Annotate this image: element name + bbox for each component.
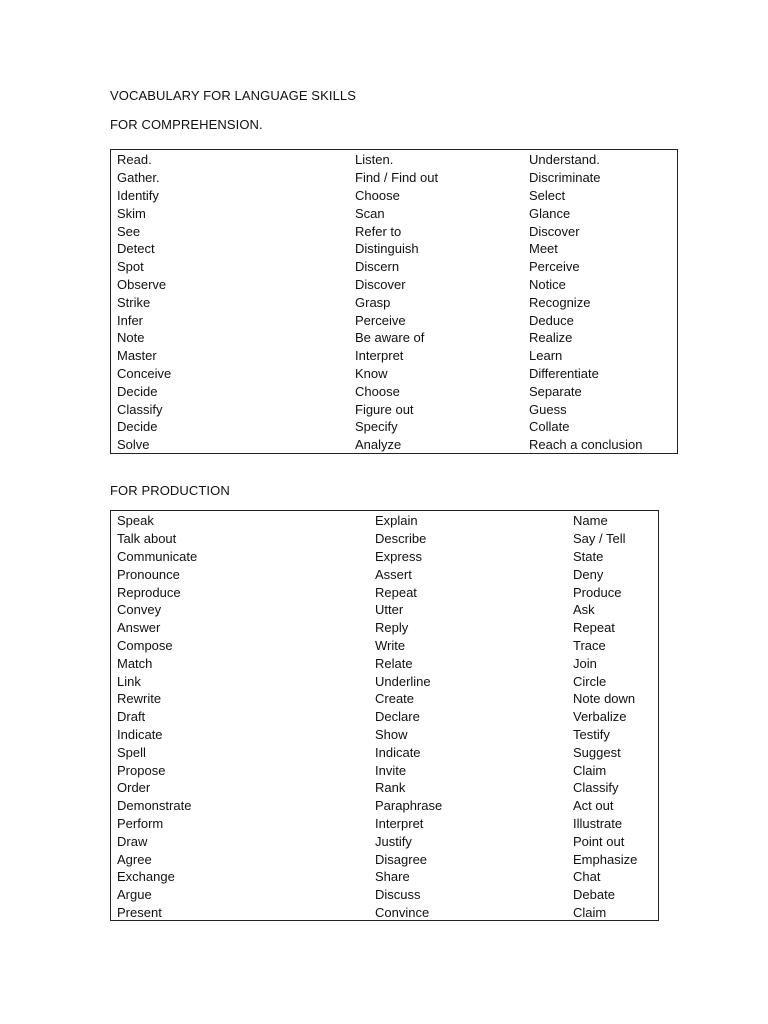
word-cell: Rank bbox=[375, 780, 406, 796]
table-row bbox=[111, 565, 658, 583]
word-cell: Choose bbox=[355, 187, 400, 203]
table-row bbox=[111, 654, 658, 672]
table-row bbox=[111, 583, 658, 601]
word-cell: Testify bbox=[573, 726, 610, 742]
word-cell: Glance bbox=[529, 205, 571, 221]
word-cell: Listen. bbox=[355, 152, 394, 168]
word-cell: Express bbox=[375, 548, 422, 564]
word-cell: Justify bbox=[375, 833, 412, 849]
word-cell: Decide bbox=[117, 383, 158, 399]
word-cell: Name bbox=[573, 513, 608, 529]
word-cell: Know bbox=[355, 365, 388, 381]
word-cell: Note bbox=[117, 330, 145, 346]
word-cell: Discover bbox=[529, 223, 580, 239]
word-cell: Chat bbox=[573, 869, 601, 885]
word-cell: Produce bbox=[573, 584, 622, 600]
word-cell: Spell bbox=[117, 744, 146, 760]
table-row bbox=[111, 708, 658, 726]
table-row bbox=[111, 868, 658, 886]
word-cell: Claim bbox=[573, 762, 607, 778]
word-cell: Scan bbox=[355, 205, 385, 221]
word-cell: Link bbox=[117, 673, 141, 689]
word-cell: Collate bbox=[529, 419, 570, 435]
word-cell: Indicate bbox=[375, 744, 421, 760]
word-cell: Act out bbox=[573, 798, 614, 814]
word-cell: Discover bbox=[355, 276, 406, 292]
table-row bbox=[111, 258, 677, 276]
word-cell: Paraphrase bbox=[375, 798, 443, 814]
table-row bbox=[111, 311, 677, 329]
word-cell: Utter bbox=[375, 602, 404, 618]
table-row bbox=[111, 797, 658, 815]
word-cell: Declare bbox=[375, 709, 420, 725]
table-row bbox=[111, 530, 658, 548]
word-cell: Refer to bbox=[355, 223, 402, 239]
table-row bbox=[111, 743, 658, 761]
table-row bbox=[111, 601, 658, 619]
word-cell: Write bbox=[375, 637, 406, 653]
word-cell: Illustrate bbox=[573, 815, 623, 831]
word-cell: Solve bbox=[117, 437, 150, 453]
word-cell: Realize bbox=[529, 330, 573, 346]
word-cell: Join bbox=[573, 655, 597, 671]
table-row bbox=[111, 347, 677, 365]
word-cell: Draft bbox=[117, 709, 146, 725]
word-cell: Recognize bbox=[529, 294, 591, 310]
word-cell: Perceive bbox=[355, 312, 406, 328]
word-cell: Classify bbox=[573, 780, 619, 796]
word-cell: Propose bbox=[117, 762, 166, 778]
table-row bbox=[111, 365, 677, 383]
word-cell: Reach a conclusion bbox=[529, 437, 643, 453]
word-cell: Differentiate bbox=[529, 365, 599, 381]
word-cell: Notice bbox=[529, 276, 566, 292]
word-cell: Strike bbox=[117, 294, 151, 310]
word-cell: Identify bbox=[117, 187, 159, 203]
table-row bbox=[111, 240, 677, 258]
word-cell: Claim bbox=[573, 904, 607, 920]
word-cell: Communicate bbox=[117, 548, 198, 564]
table-row bbox=[111, 276, 677, 294]
word-cell: Relate bbox=[375, 655, 413, 671]
table-row bbox=[111, 779, 658, 797]
word-cell: Show bbox=[375, 726, 408, 742]
word-cell: Skim bbox=[117, 205, 146, 221]
table-row bbox=[111, 329, 677, 347]
word-cell: Share bbox=[375, 869, 410, 885]
word-cell: Spot bbox=[117, 259, 144, 275]
table-row bbox=[111, 293, 677, 311]
word-cell: Grasp bbox=[355, 294, 391, 310]
word-cell: Create bbox=[375, 691, 415, 707]
word-cell: Find / Find out bbox=[355, 170, 439, 186]
word-cell: Argue bbox=[117, 887, 152, 903]
word-cell: Deny bbox=[573, 566, 604, 582]
word-cell: Say / Tell bbox=[573, 531, 626, 547]
table-row bbox=[111, 418, 677, 436]
word-cell: Separate bbox=[529, 383, 582, 399]
comprehension-heading: FOR COMPREHENSION. bbox=[110, 117, 263, 132]
word-cell: Read. bbox=[117, 152, 152, 168]
word-cell: Learn bbox=[529, 348, 563, 364]
word-cell: Rewrite bbox=[117, 691, 162, 707]
table-row bbox=[111, 726, 658, 744]
word-cell: Deduce bbox=[529, 312, 574, 328]
word-cell: Discriminate bbox=[529, 170, 601, 186]
word-cell: Speak bbox=[117, 513, 154, 529]
word-cell: State bbox=[573, 548, 604, 564]
table-row bbox=[111, 886, 658, 904]
word-cell: Discuss bbox=[375, 887, 421, 903]
table-row bbox=[111, 672, 658, 690]
word-cell: Ask bbox=[573, 602, 595, 618]
table-row bbox=[111, 761, 658, 779]
word-cell: Match bbox=[117, 655, 153, 671]
word-cell: Conceive bbox=[117, 365, 172, 381]
table-row bbox=[111, 512, 658, 530]
word-cell: Draw bbox=[117, 833, 148, 849]
table-row bbox=[111, 400, 677, 418]
table-row bbox=[111, 619, 658, 637]
word-cell: Select bbox=[529, 187, 566, 203]
word-cell: Pronounce bbox=[117, 566, 180, 582]
word-cell: Order bbox=[117, 780, 151, 796]
table-row bbox=[111, 151, 677, 169]
word-cell: Indicate bbox=[117, 726, 163, 742]
word-cell: Choose bbox=[355, 383, 400, 399]
word-cell: Point out bbox=[573, 833, 625, 849]
word-cell: Circle bbox=[573, 673, 607, 689]
table-row bbox=[111, 436, 677, 454]
table-row bbox=[111, 815, 658, 833]
table-row bbox=[111, 850, 658, 868]
word-cell: Underline bbox=[375, 673, 431, 689]
word-cell: Note down bbox=[573, 691, 636, 707]
word-cell: Perform bbox=[117, 815, 164, 831]
table-row bbox=[111, 832, 658, 850]
word-cell: Repeat bbox=[375, 584, 417, 600]
word-cell: Assert bbox=[375, 566, 412, 582]
word-cell: Repeat bbox=[573, 620, 615, 636]
word-cell: Discern bbox=[355, 259, 400, 275]
word-cell: Suggest bbox=[573, 744, 621, 760]
word-cell: Reply bbox=[375, 620, 409, 636]
table-row bbox=[111, 169, 677, 187]
word-cell: Agree bbox=[117, 851, 152, 867]
word-cell: Convey bbox=[117, 602, 162, 618]
word-cell: Infer bbox=[117, 312, 144, 328]
word-cell: Describe bbox=[375, 531, 427, 547]
word-cell: Gather. bbox=[117, 170, 160, 186]
table-row bbox=[111, 690, 658, 708]
word-cell: Interpret bbox=[375, 815, 424, 831]
word-cell: Exchange bbox=[117, 869, 175, 885]
table-row bbox=[111, 382, 677, 400]
word-cell: Explain bbox=[375, 513, 418, 529]
word-cell: Convince bbox=[375, 904, 430, 920]
table-row bbox=[111, 204, 677, 222]
word-cell: Invite bbox=[375, 762, 407, 778]
comprehension-word-table bbox=[110, 149, 678, 454]
word-cell: See bbox=[117, 223, 141, 239]
word-cell: Talk about bbox=[117, 531, 177, 547]
word-cell: Interpret bbox=[355, 348, 404, 364]
word-cell: Distinguish bbox=[355, 241, 419, 257]
word-cell: Master bbox=[117, 348, 157, 364]
table-row bbox=[111, 548, 658, 566]
word-cell: Analyze bbox=[355, 437, 402, 453]
word-cell: Answer bbox=[117, 620, 161, 636]
word-cell: Present bbox=[117, 904, 162, 920]
word-cell: Compose bbox=[117, 637, 173, 653]
word-cell: Understand. bbox=[529, 152, 600, 168]
word-cell: Reproduce bbox=[117, 584, 181, 600]
table-row bbox=[111, 187, 677, 205]
word-cell: Be aware of bbox=[355, 330, 425, 346]
word-cell: Demonstrate bbox=[117, 798, 192, 814]
word-cell: Guess bbox=[529, 401, 567, 417]
word-cell: Decide bbox=[117, 419, 158, 435]
word-cell: Perceive bbox=[529, 259, 580, 275]
word-cell: Meet bbox=[529, 241, 558, 257]
production-heading: FOR PRODUCTION bbox=[110, 483, 230, 498]
word-cell: Trace bbox=[573, 637, 606, 653]
word-cell: Classify bbox=[117, 401, 163, 417]
word-cell: Observe bbox=[117, 276, 167, 292]
word-cell: Emphasize bbox=[573, 851, 638, 867]
table-row bbox=[111, 904, 658, 922]
page-title: VOCABULARY FOR LANGUAGE SKILLS bbox=[110, 88, 356, 103]
word-cell: Disagree bbox=[375, 851, 428, 867]
word-cell: Verbalize bbox=[573, 709, 627, 725]
production-word-table bbox=[110, 510, 659, 921]
word-cell: Figure out bbox=[355, 401, 414, 417]
word-cell: Specify bbox=[355, 419, 398, 435]
table-row bbox=[111, 637, 658, 655]
table-row bbox=[111, 222, 677, 240]
word-cell: Debate bbox=[573, 887, 615, 903]
word-cell: Detect bbox=[117, 241, 155, 257]
